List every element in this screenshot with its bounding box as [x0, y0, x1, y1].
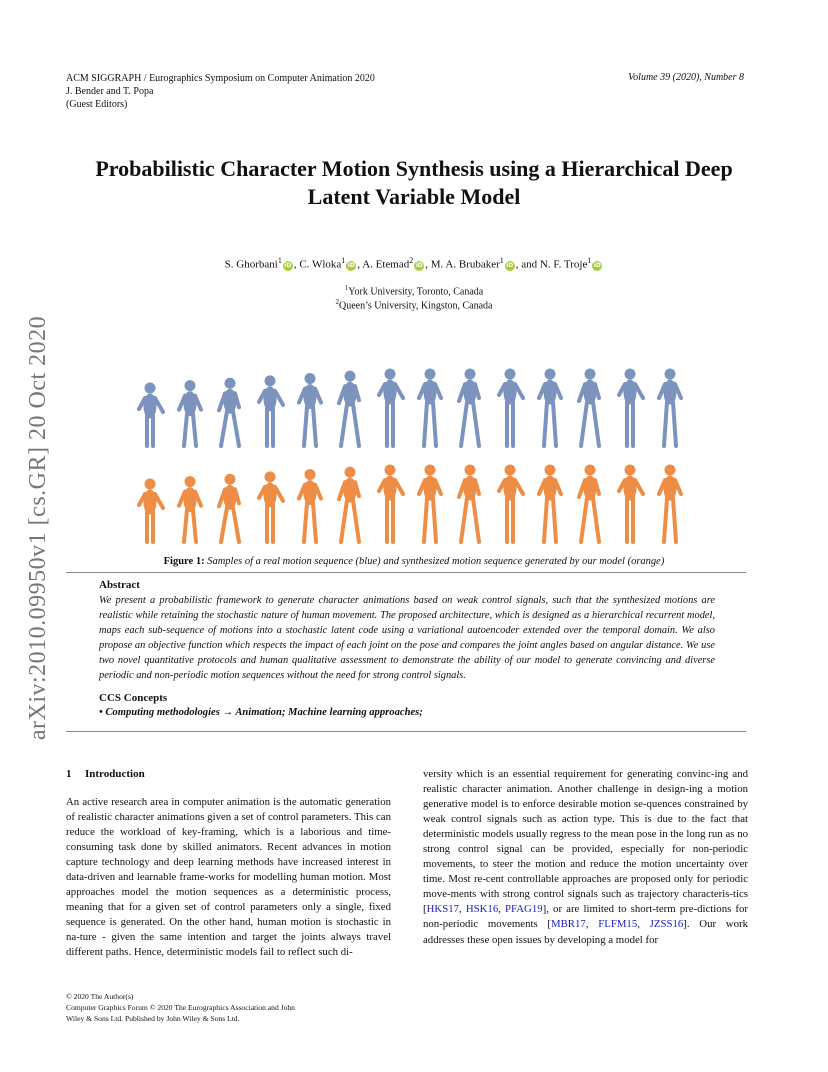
abstract-text: We present a probabilistic framework to generate character animations based on weak control signals, such that the synthesized motions are realistic while retaining the stochastic nature of human movement. The proposed architecture, which is designed as a hierarchical recurrent model, maps each sub-sequence of motions into a stochastic latent code using a variational autoencoder extended over the temporal domain. We also propose an objective function which respects the impact of each joint on the pose and compares the joint angles based on angular distance. We use two novel quantitative protocols and human qualitative assessment to demonstrate the ability of our model to generate convincing and diverse periodic and non-periodic motion sequences without the need for strong control signals. [99, 595, 715, 682]
orcid-icon[interactable]: iD [284, 261, 292, 269]
author-aff: 1 [499, 256, 504, 265]
divider [66, 731, 746, 732]
real-motion-figure [539, 369, 561, 446]
intro-column-1: An active research area in computer animation is the automatic generation of realistic character animations given a set of control parameters. This can reduce the workload of key-framing, which is a laborious and time-consuming task done by skilled animators. Recent advances in motion capture technology and deep learning methods have increased interest in data-driven and learnable frame-works for modelling human motion. Most approaches model the motion sequences as a deterministic process, meaning that for a given set of control parameters only a single, fixed sequence is generated. On the other hand, human motion is stochastic in na-ture - given the same intention and target the joints always travel different paths. Hence, deterministic models fail to reflect such di- [66, 796, 391, 959]
synth-motion-figure [539, 465, 561, 542]
volume-label: Volume 39 (2020), Number 8 [628, 72, 744, 83]
author-name: S. Ghorbani [224, 258, 278, 271]
ccs-concepts: • Computing methodologies → Animation; Machine learning approaches; [99, 707, 423, 718]
real-motion-figure [419, 369, 441, 446]
author-name: M. A. Brubaker [430, 258, 500, 271]
copyright-footer [66, 991, 295, 1024]
intro-column-2: versity which is an essential requirement for generating convinc-ing and realistic character animation. Another challenge in design-ing a motion generative model is to enforce desirable motion se-quences constrained by weak control signals such as action type. This is due to the fact that deterministic models usually regress to the mean pose in the long run as no strong control signal can be provided, especially for non-periodic movements, to steer the motion and reduce the motion uncertainty over time. Most re-cent controllable approaches are proposed only for periodic move-ments with strong control signals such as trajectory characteris-tics [HKS17, HSK16, PFAG19], or are limited to short-term pre-dictions for non-periodic movements [MBR17, FLFM15, JZSS16]. Our work addresses these open issues by developing a model for [423, 768, 748, 946]
figure-motion-samples [130, 362, 690, 550]
editors-note: (Guest Editors) [66, 99, 128, 110]
real-motion-figure [659, 369, 681, 446]
citation-link[interactable]: HSK16 [465, 903, 499, 916]
affiliation: $^1$York University, Toronto, Canada [344, 284, 484, 298]
author-aff: 1 [277, 256, 282, 265]
author-name: C. Wloka [299, 258, 342, 271]
author-aff: 1 [341, 256, 346, 265]
synth-motion-figure [299, 470, 321, 542]
venue-line: ACM SIGGRAPH / Eurographics Symposium on Computer Animation 2020 [66, 73, 375, 84]
orcid-icon[interactable]: iD [593, 261, 601, 269]
synth-motion-figure [419, 465, 441, 542]
figure-label: Figure 1: [163, 556, 205, 567]
title-line-2: Latent Variable Model [307, 184, 521, 209]
real-motion-figure [179, 381, 201, 446]
abstract-heading: Abstract [99, 579, 140, 591]
author-name: A. Etemad [362, 258, 410, 271]
arxiv-stamp: arXiv:2010.09950v1 [cs.GR] 20 Oct 2020 [25, 315, 51, 741]
footer-line: Computer Graphics Forum © 2020 The Eurographics Association and John [66, 1003, 295, 1012]
real-motion-figure [379, 369, 403, 446]
citation-link[interactable]: HKS17 [426, 903, 460, 916]
synth-motion-figure [619, 465, 643, 542]
author-aff: 2 [409, 256, 414, 265]
figure-caption-text: Samples of a real motion sequence (blue) and synthesized motion sequence generated by our model (orange) [207, 556, 665, 567]
footer-line: © 2020 The Author(s) [66, 992, 134, 1001]
page-header [66, 72, 375, 111]
real-motion-figure [299, 374, 321, 446]
divider [66, 572, 746, 573]
affiliation: $^2$Queen’s University, Kingston, Canada [335, 298, 493, 312]
synth-motion-figure [659, 465, 681, 542]
real-motion-figure [579, 369, 599, 446]
synth-motion-figure [139, 479, 163, 542]
ccs-heading: CCS Concepts [99, 692, 168, 704]
paper-title [40, 155, 788, 211]
synth-motion-figure [339, 467, 359, 542]
synth-motion-figure [459, 465, 479, 542]
citation-link[interactable]: MBR17 [550, 918, 586, 931]
real-motion-figure [619, 369, 643, 446]
author-name: N. F. Troje [539, 258, 588, 271]
citation-link[interactable]: PFAG19 [505, 903, 543, 916]
author-list: S. Ghorbani$^1$iD , C. Wloka$^1$iD , A. Etemad$^2$iD , M. A. Brubaker$^1$iD , and N. F. Troje$^1$iD [224, 256, 601, 271]
real-motion-figure [459, 369, 479, 446]
real-motion-figure [219, 378, 239, 446]
section-title: Introduction [85, 768, 145, 780]
synth-motion-figure [579, 465, 599, 542]
figure-caption [40, 556, 788, 567]
title-line-1: Probabilistic Character Motion Synthesis using a Hierarchical Deep [95, 156, 733, 181]
synth-motion-figure [259, 472, 283, 542]
editors-line: J. Bender and T. Popa [66, 86, 154, 97]
citation-link[interactable]: FLFM15 [598, 918, 638, 931]
real-motion-figure [139, 383, 163, 446]
synth-motion-figure [499, 465, 523, 542]
orcid-icon[interactable]: iD [506, 261, 514, 269]
synth-motion-figure [179, 477, 201, 542]
section-heading [66, 768, 145, 780]
real-motion-figure [259, 376, 283, 446]
synth-motion-figure [379, 465, 403, 542]
footer-line: Wiley & Sons Ltd. Published by John Wiley & Sons Ltd. [66, 1014, 240, 1023]
orcid-icon[interactable]: iD [347, 261, 355, 269]
synth-motion-figure [219, 474, 239, 542]
real-motion-figure [339, 371, 359, 446]
citation-link[interactable]: JZSS16 [649, 918, 684, 931]
author-aff: 1 [587, 256, 592, 265]
orcid-icon[interactable]: iD [415, 261, 423, 269]
real-motion-figure [499, 369, 523, 446]
section-number: 1 [66, 768, 72, 780]
